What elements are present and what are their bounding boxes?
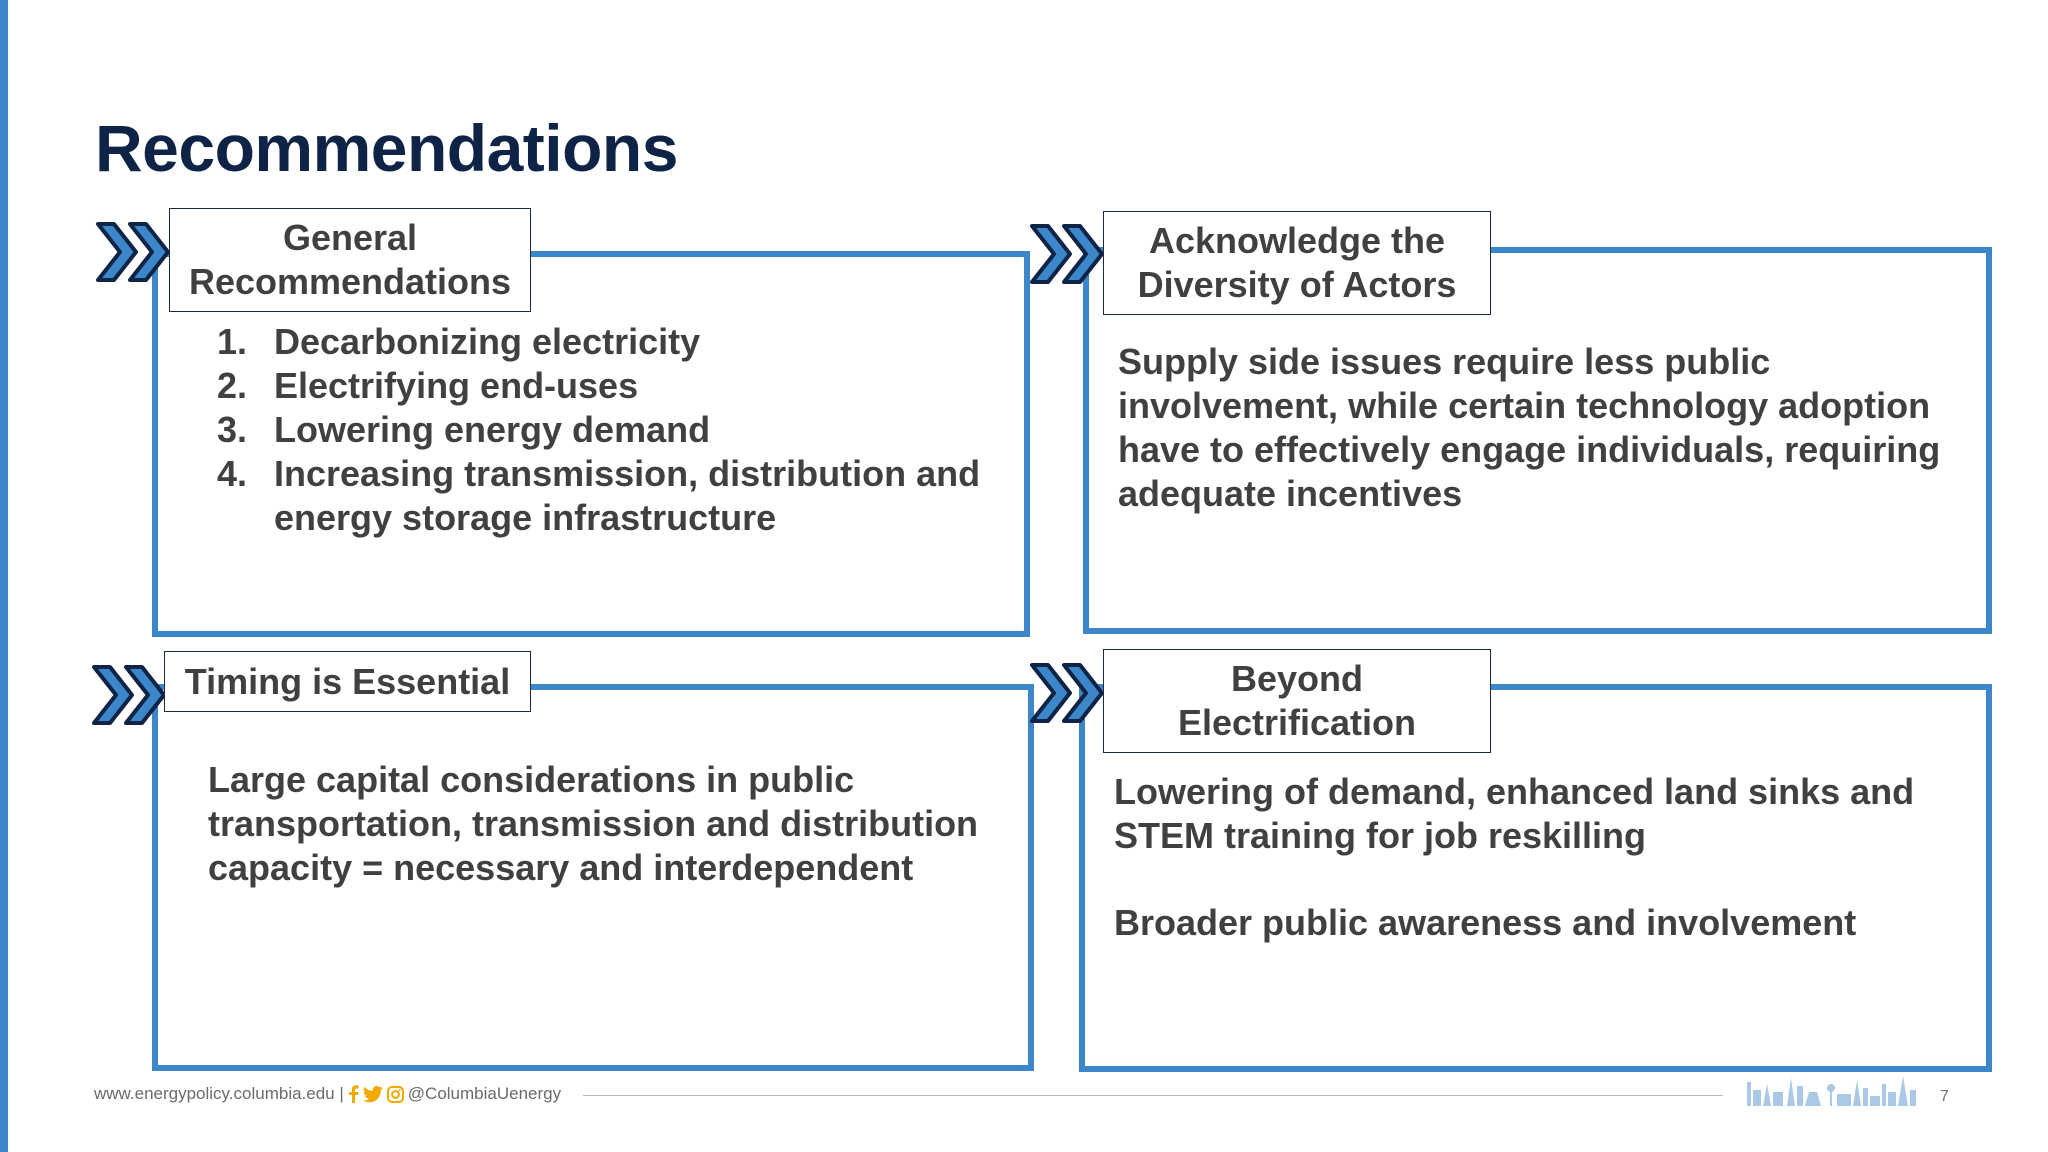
footer-divider — [583, 1095, 1723, 1096]
label-line: Diversity of Actors — [1137, 264, 1457, 305]
diversity-body-text: Supply side issues require less public involvement, while certain technology adoption have to effectively engage individuals, requiring adequate incentives — [1118, 341, 1941, 514]
label-line: General — [282, 217, 418, 258]
chevron-double-icon — [94, 218, 174, 286]
beyond-body-text-2: Broader public awareness and involvement — [1114, 902, 1857, 943]
timing-body-text: Large capital considerations in public transportation, transmission and distribution capacity = necessary and interdependent — [208, 759, 979, 888]
label-line: Beyond — [1230, 658, 1363, 699]
facebook-icon[interactable] — [348, 1085, 359, 1103]
list-item: 2. Electrifying end-uses — [217, 365, 639, 406]
page-number: 7 — [1940, 1088, 1949, 1105]
label-line: Electrification — [1177, 702, 1417, 743]
recommendations-list — [217, 320, 1007, 540]
energy-skyline-icon — [1745, 1072, 1920, 1106]
left-accent-stripe — [0, 0, 8, 1152]
diversity-of-actors-label — [1103, 211, 1491, 315]
chevron-double-icon — [1028, 220, 1108, 288]
timing-label: Timing is Essential — [164, 651, 531, 712]
list-item: 3. Lowering energy demand — [217, 409, 711, 450]
list-item: 4. Increasing transmission, distribution and energy storage infrastructure — [217, 453, 981, 538]
chevron-double-icon — [1028, 659, 1108, 727]
social-handle[interactable]: @ColumbiaUenergy — [407, 1084, 562, 1103]
instagram-icon[interactable] — [387, 1086, 404, 1103]
label-line: Recommendations — [188, 261, 512, 302]
list-item: 1. Decarbonizing electricity — [217, 321, 701, 362]
beyond-body-text-1: Lowering of demand, enhanced land sinks and STEM training for job reskilling — [1114, 771, 1915, 856]
beyond-electrification-label — [1103, 649, 1491, 753]
slide-title: Recommendations — [95, 111, 678, 185]
label-line: Acknowledge the — [1148, 220, 1446, 261]
footer-contact — [94, 1084, 561, 1104]
twitter-icon[interactable] — [363, 1086, 383, 1103]
website-link[interactable]: www.energypolicy.columbia.edu | — [94, 1084, 344, 1103]
general-recommendations-label — [169, 208, 531, 312]
chevron-double-icon — [90, 661, 170, 729]
